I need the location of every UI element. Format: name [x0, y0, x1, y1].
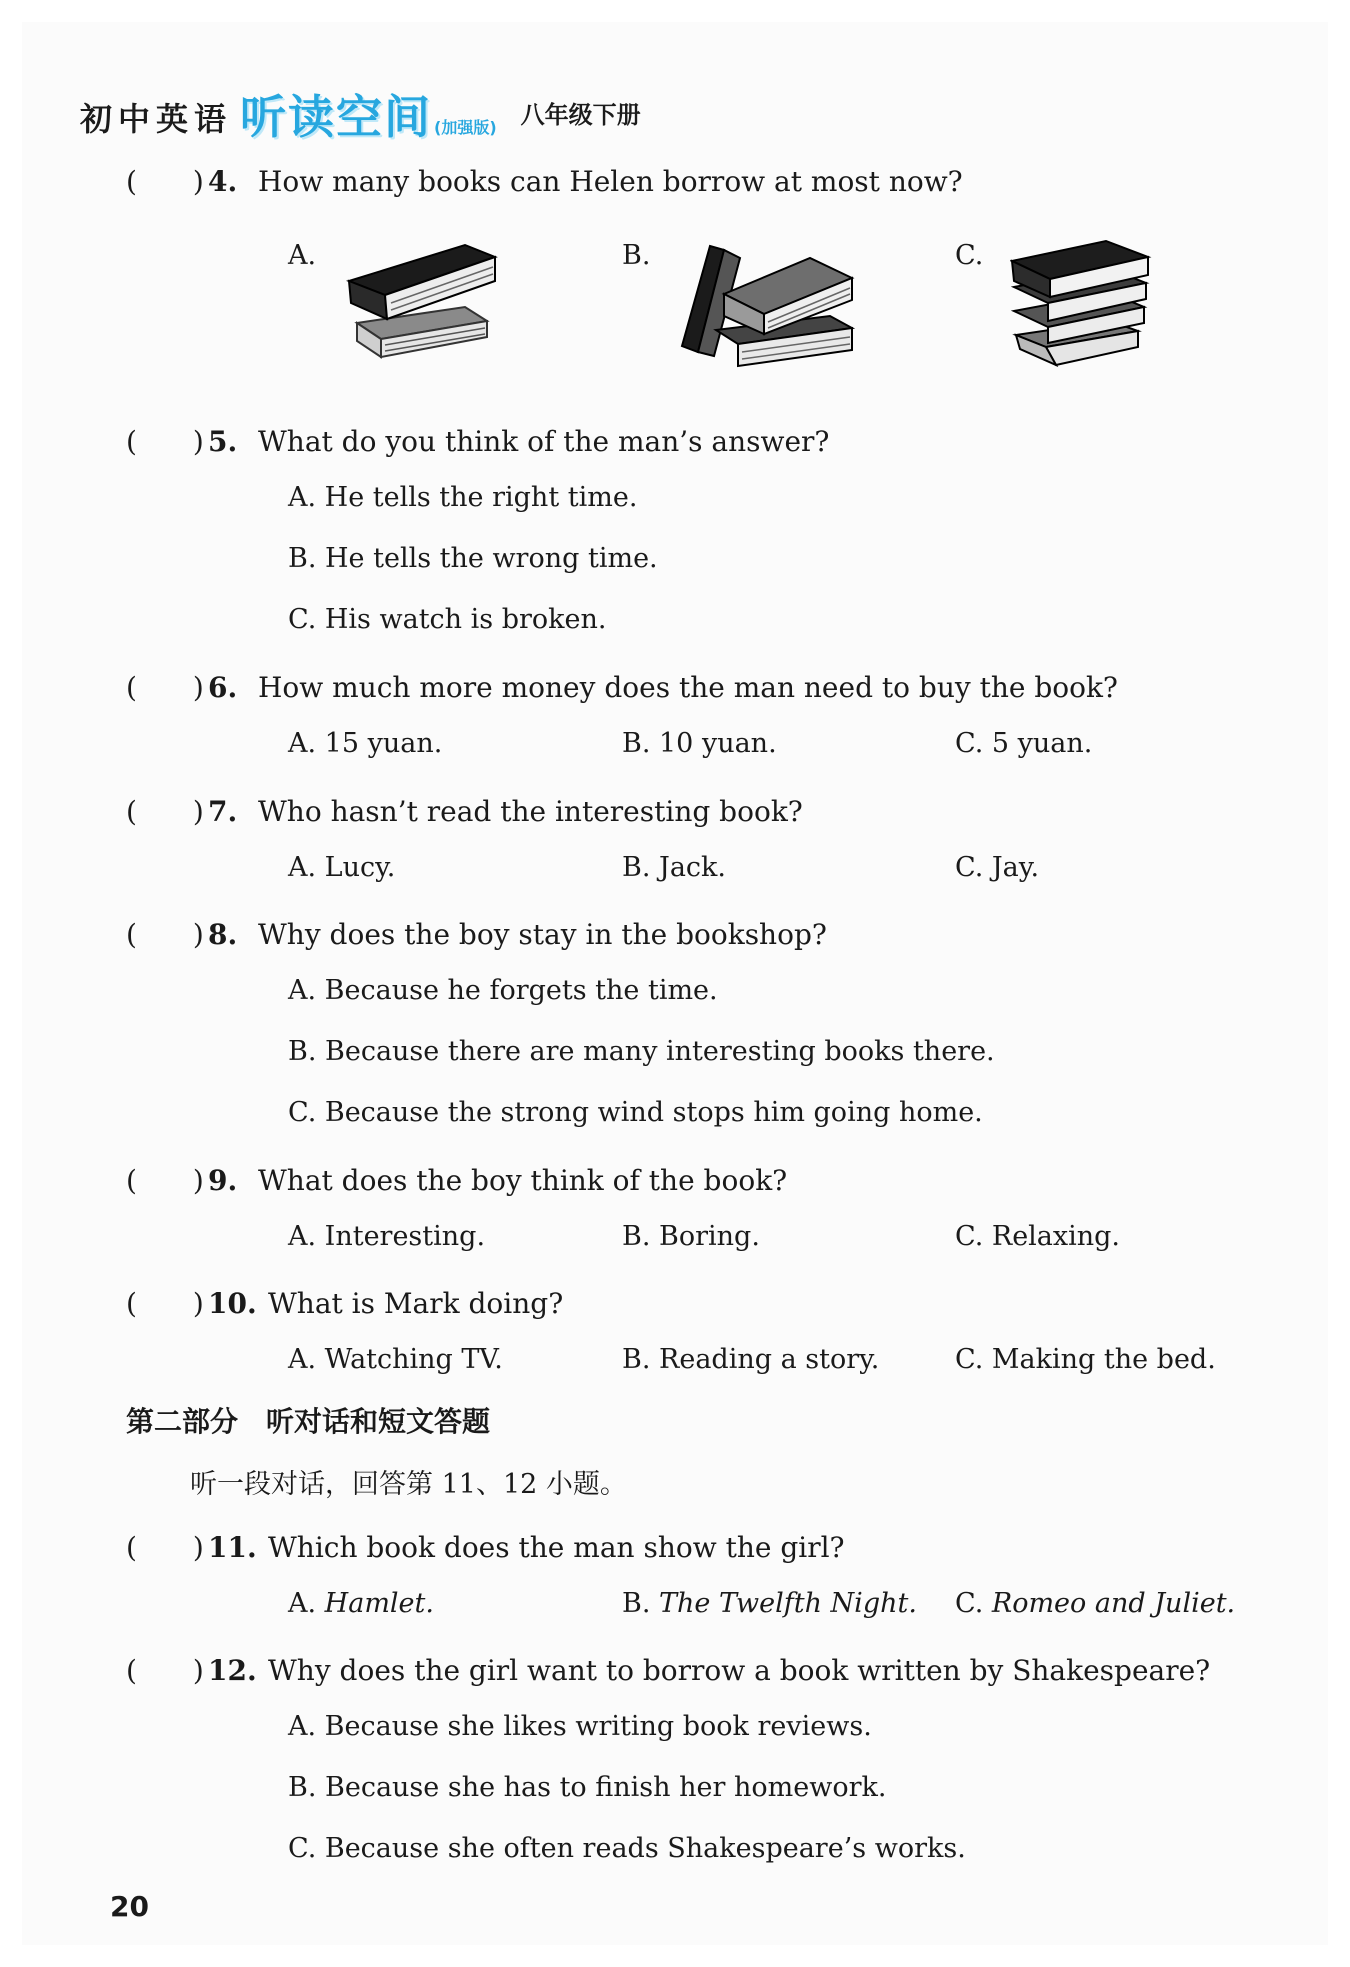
edition-label: (加强版) — [434, 118, 497, 137]
answer-blank[interactable]: ( ) — [126, 425, 204, 458]
question-stem: What is Mark doing? — [268, 1287, 564, 1320]
option-a[interactable]: A. Because she likes writing book reviews. — [288, 1711, 872, 1742]
option-c-label: C. — [955, 240, 984, 271]
option-b[interactable]: B. 10 yuan. — [622, 728, 777, 759]
option-a[interactable]: A. Because he forgets the time. — [288, 975, 718, 1006]
option-a[interactable]: A. Interesting. — [288, 1221, 486, 1252]
option-c[interactable]: C. Relaxing. — [955, 1221, 1121, 1252]
question-number: 6. — [208, 671, 238, 704]
option-b[interactable]: B. Jack. — [622, 852, 726, 883]
answer-blank[interactable]: ( ) — [126, 1654, 204, 1687]
page-header — [80, 70, 641, 144]
answer-blank[interactable]: ( ) — [126, 165, 204, 198]
question-6 — [126, 666, 1118, 706]
option-c[interactable]: C. Making the bed. — [955, 1344, 1216, 1375]
option-letter: C. — [955, 1588, 992, 1619]
question-4 — [126, 160, 963, 200]
option-c[interactable]: C. Because she often reads Shakespeare’s works. — [288, 1833, 966, 1864]
question-12 — [126, 1649, 1210, 1689]
book-title: Romeo and Juliet. — [991, 1588, 1236, 1619]
question-number: 4. — [208, 165, 238, 198]
option-c[interactable]: C. Because the strong wind stops him going home. — [288, 1097, 983, 1128]
option-b[interactable]: B. Boring. — [622, 1221, 760, 1252]
option-c[interactable]: C. Jay. — [955, 852, 1040, 883]
option-letter: B. — [622, 1588, 660, 1619]
option-c[interactable]: C. His watch is broken. — [288, 604, 607, 635]
question-number: 7. — [208, 795, 238, 828]
question-9 — [126, 1159, 787, 1199]
answer-blank[interactable]: ( ) — [126, 795, 204, 828]
answer-blank[interactable]: ( ) — [126, 1164, 204, 1197]
question-10 — [126, 1282, 563, 1322]
option-a-label: A. — [288, 240, 317, 271]
option-b[interactable] — [622, 1588, 917, 1619]
question-stem: How much more money does the man need to buy the book? — [258, 671, 1118, 704]
question-number: 9. — [208, 1164, 238, 1197]
question-11 — [126, 1526, 845, 1566]
series-title: 初中英语 — [80, 100, 233, 138]
question-number: 12. — [208, 1654, 257, 1687]
page-number: 20 — [110, 1890, 149, 1923]
question-stem: Which book does the man show the girl? — [268, 1531, 845, 1564]
question-stem: Why does the boy stay in the bookshop? — [258, 918, 827, 951]
option-c[interactable]: C. 5 yuan. — [955, 728, 1093, 759]
option-b[interactable]: B. He tells the wrong time. — [288, 543, 658, 574]
answer-blank[interactable]: ( ) — [126, 1287, 204, 1320]
answer-blank[interactable]: ( ) — [126, 918, 204, 951]
option-b-label: B. — [622, 240, 651, 271]
option-b[interactable]: B. Because there are many interesting books there. — [288, 1036, 995, 1067]
option-b[interactable]: B. Reading a story. — [622, 1344, 880, 1375]
question-stem: Who hasn’t read the interesting book? — [258, 795, 803, 828]
option-c[interactable] — [955, 1588, 1235, 1619]
brand-logo: 听读空间 — [240, 90, 433, 144]
book-title: The Twelfth Night. — [659, 1588, 917, 1619]
question-number: 10. — [208, 1287, 257, 1320]
question-5 — [126, 420, 829, 460]
option-a[interactable]: A. Lucy. — [288, 852, 396, 883]
question-7 — [126, 790, 803, 830]
question-stem: How many books can Helen borrow at most now? — [258, 165, 963, 198]
section-title: 第二部分 听对话和短文答题 — [126, 1405, 491, 1438]
answer-blank[interactable]: ( ) — [126, 1531, 204, 1564]
section-instruction: 听一段对话，回答第 11、12 小题。 — [190, 1469, 627, 1500]
two-books-icon — [345, 235, 505, 370]
question-number: 8. — [208, 918, 238, 951]
option-letter: A. — [288, 1588, 325, 1619]
option-a[interactable] — [288, 1588, 434, 1619]
option-a[interactable]: A. Watching TV. — [288, 1344, 503, 1375]
question-stem: What does the boy think of the book? — [258, 1164, 788, 1197]
grade-label: 八年级下册 — [520, 101, 641, 129]
four-books-icon — [1010, 235, 1160, 370]
book-title: Hamlet. — [324, 1588, 434, 1619]
three-books-icon — [680, 238, 860, 368]
question-8 — [126, 913, 827, 953]
question-stem: Why does the girl want to borrow a book written by Shakespeare? — [268, 1654, 1211, 1687]
question-number: 11. — [208, 1531, 257, 1564]
question-stem: What do you think of the man’s answer? — [258, 425, 830, 458]
option-b[interactable]: B. Because she has to finish her homework. — [288, 1772, 887, 1803]
question-number: 5. — [208, 425, 238, 458]
option-a[interactable]: A. He tells the right time. — [288, 482, 638, 513]
option-a[interactable]: A. 15 yuan. — [288, 728, 443, 759]
answer-blank[interactable]: ( ) — [126, 671, 204, 704]
